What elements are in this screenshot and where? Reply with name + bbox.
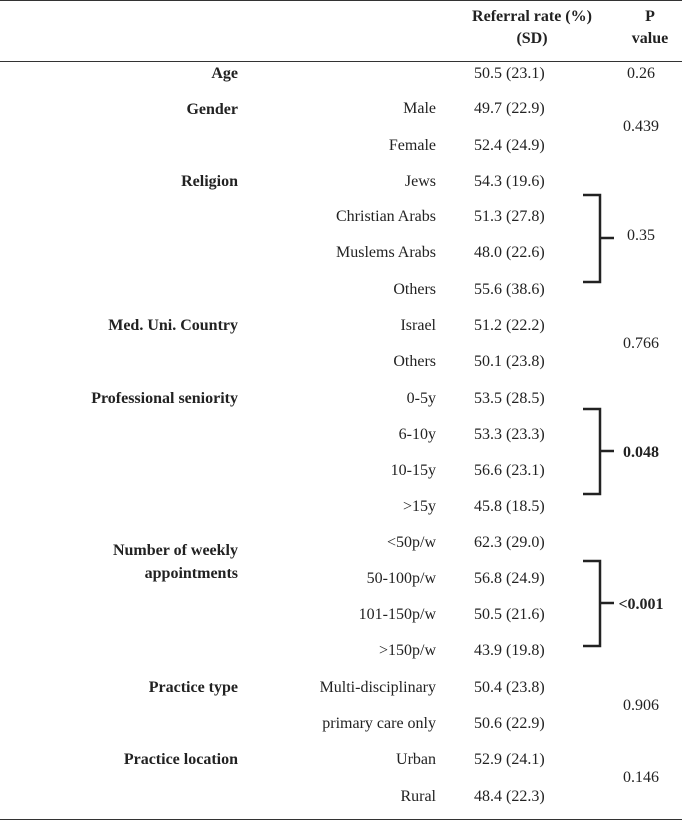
- value-location-urban: 52.9 (24.1): [474, 751, 545, 768]
- value-seniority-0-5: 53.5 (28.5): [474, 390, 545, 407]
- p-value-gender: 0.439: [623, 118, 659, 135]
- p-value-age: 0.26: [627, 65, 655, 82]
- sub-label-location-urban: Urban: [396, 751, 436, 768]
- row-label-practice-location: Practice location: [123, 751, 238, 768]
- row-label-religion: Religion: [181, 173, 238, 190]
- value-religion-christian: 51.3 (27.8): [474, 208, 545, 225]
- value-appointments-lt50: 62.3 (29.0): [474, 534, 545, 551]
- value-practice-primary: 50.6 (22.9): [474, 715, 545, 732]
- sub-label-seniority-15plus: >15y: [402, 498, 436, 515]
- sub-label-appointments-lt50: <50p/w: [386, 534, 436, 551]
- p-value-seniority: 0.048: [623, 444, 659, 461]
- sub-label-religion-muslems: Muslems Arabs: [336, 244, 436, 261]
- sub-label-appointments-gt150: >150p/w: [378, 642, 436, 659]
- sub-label-location-rural: Rural: [400, 788, 436, 805]
- top-rule: [0, 0, 682, 1]
- value-seniority-6-10: 53.3 (23.3): [474, 426, 545, 443]
- value-seniority-10-15: 56.6 (23.1): [474, 462, 545, 479]
- sub-label-practice-multi: Multi-disciplinary: [319, 679, 436, 696]
- sub-label-religion-jews: Jews: [404, 173, 436, 190]
- value-country-others: 50.1 (23.8): [474, 353, 545, 370]
- value-appointments-50-100: 56.8 (24.9): [474, 570, 545, 587]
- row-label-appointments-line2: appointments: [144, 565, 238, 582]
- value-country-israel: 51.2 (22.2): [474, 317, 545, 334]
- value-age: 50.5 (23.1): [474, 65, 545, 82]
- p-value-religion: 0.35: [627, 227, 655, 244]
- header-p-value: [618, 6, 682, 50]
- row-label-country: Med. Uni. Country: [108, 317, 238, 334]
- header-referral-line2: (SD): [516, 30, 548, 47]
- p-value-country: 0.766: [623, 335, 659, 352]
- value-appointments-gt150: 43.9 (19.8): [474, 642, 545, 659]
- sub-label-religion-christian: Christian Arabs: [336, 208, 436, 225]
- header-referral-line1: Referral rate (%): [472, 8, 592, 25]
- row-label-practice-type: Practice type: [148, 679, 238, 696]
- sub-label-seniority-10-15: 10-15y: [390, 462, 436, 479]
- sub-label-country-israel: Israel: [400, 317, 436, 334]
- p-value-practice-type: 0.906: [623, 697, 659, 714]
- sub-label-religion-others: Others: [393, 281, 436, 298]
- row-label-gender: Gender: [186, 101, 238, 118]
- value-religion-muslems: 48.0 (22.6): [474, 244, 545, 261]
- value-gender-female: 52.4 (24.9): [474, 137, 545, 154]
- sub-label-seniority-6-10: 6-10y: [398, 426, 436, 443]
- value-religion-jews: 54.3 (19.6): [474, 173, 545, 190]
- p-value-appointments: <0.001: [618, 596, 664, 613]
- sub-label-appointments-101-150: 101-150p/w: [358, 606, 436, 623]
- value-religion-others: 55.6 (38.6): [474, 281, 545, 298]
- header-p-line2: value: [631, 30, 669, 47]
- sub-label-gender-female: Female: [388, 137, 436, 154]
- row-label-seniority: Professional seniority: [91, 390, 238, 407]
- value-seniority-15plus: 45.8 (18.5): [474, 498, 545, 515]
- header-referral-rate: [452, 6, 612, 50]
- sub-label-practice-primary: primary care only: [322, 715, 436, 732]
- sub-label-seniority-0-5: 0-5y: [406, 390, 436, 407]
- header-p-line1: P: [645, 8, 655, 25]
- sub-label-gender-male: Male: [403, 100, 436, 117]
- value-practice-multi: 50.4 (23.8): [474, 679, 545, 696]
- value-gender-male: 49.7 (22.9): [474, 100, 545, 117]
- sub-label-appointments-50-100: 50-100p/w: [366, 570, 436, 587]
- header-rule: [0, 61, 682, 62]
- row-label-appointments-line1: Number of weekly: [112, 542, 238, 559]
- p-value-practice-location: 0.146: [623, 769, 659, 786]
- sub-label-country-others: Others: [393, 353, 436, 370]
- value-location-rural: 48.4 (22.3): [474, 788, 545, 805]
- bottom-rule: [0, 819, 682, 820]
- value-appointments-101-150: 50.5 (21.6): [474, 606, 545, 623]
- row-label-age: Age: [211, 65, 238, 82]
